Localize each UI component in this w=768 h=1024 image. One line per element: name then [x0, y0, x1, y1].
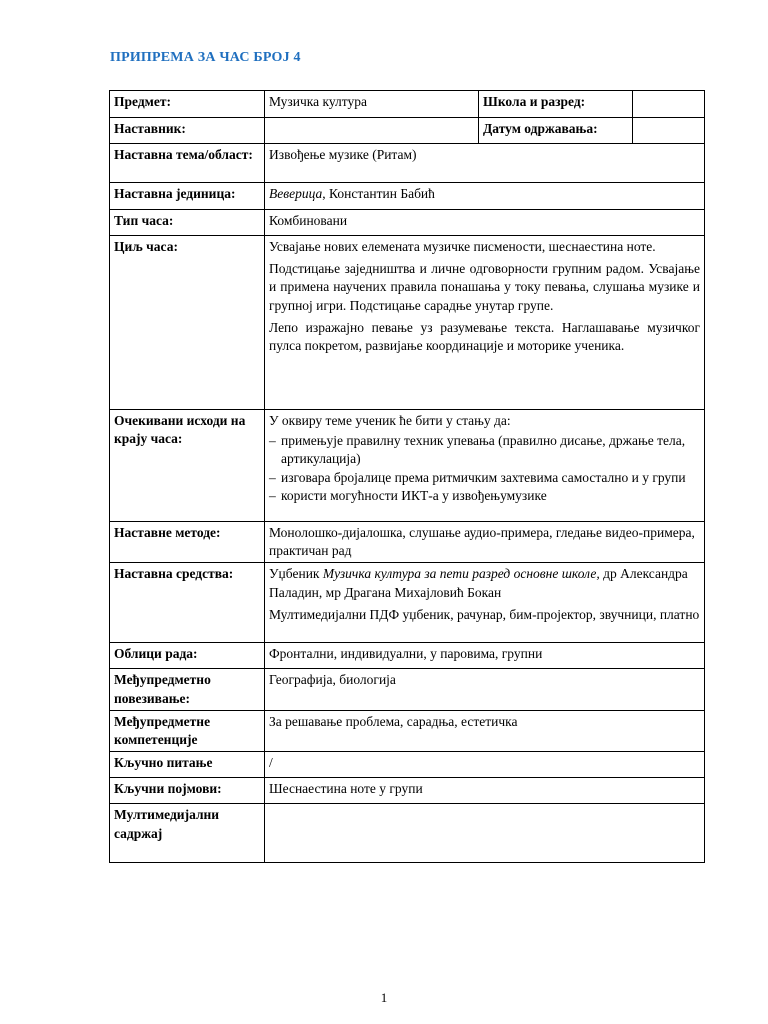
subject-label: Предмет:: [110, 91, 265, 118]
outcomes-list: [269, 432, 700, 505]
unit-song-title: Веверица: [269, 186, 323, 201]
subject-value: Музичка култура: [265, 91, 479, 118]
cross-curricular-label: Међупредметно повезивање:: [110, 669, 265, 710]
date-label: Датум одржавања:: [479, 118, 633, 144]
resources-textbook-prefix: Уџбеник: [269, 566, 323, 582]
row-resources: [110, 563, 705, 643]
unit-value: [265, 183, 705, 210]
cross-curricular-value: Географија, биологија: [265, 669, 705, 710]
methods-label: Наставне методе:: [110, 522, 265, 563]
resources-value: [265, 563, 705, 643]
methods-value: Монолошко-дијалошка, слушање аудио-примера, гледање видео-примера, практичан рад: [265, 522, 705, 563]
goal-label: Циљ часа:: [110, 236, 265, 410]
school-grade-value: [633, 91, 705, 118]
row-competencies: [110, 710, 705, 751]
resources-textbook-authors: др Александра Паладин, мр Драгана Михајловић Бокан: [269, 566, 688, 600]
row-topic: [110, 144, 705, 183]
resources-equipment: Мултимедијални ПДФ уџбеник, рачунар, бим-пројектор, звучници, платно: [269, 606, 700, 622]
document-title: ПРИПРЕМА ЗА ЧАС БРОЈ 4: [110, 50, 301, 65]
resources-textbook-title: Музичка култура за пети разред основне школе,: [322, 566, 600, 582]
unit-label: Наставна јединица:: [110, 183, 265, 210]
goal-paragraph: Подстицање заједништва и личне одговорности групним радом. Усвајање и примена научених правила понашања у току певања, слушања музике и групној игри. Подстицање сарадње унутар групе.: [269, 261, 700, 313]
row-unit: [110, 183, 705, 210]
resources-textbook: [269, 565, 700, 601]
row-teacher: [110, 118, 705, 144]
list-item: – изговара бројалице према ритмичким захтевима самостално и у групи: [269, 469, 700, 487]
topic-label: Наставна тема/област:: [110, 144, 265, 183]
key-question-label: Кључно питање: [110, 752, 265, 778]
key-question-value: /: [265, 752, 705, 778]
multimedia-label: Мултимедијални садржај: [110, 804, 265, 863]
school-grade-label: Школа и разред:: [479, 91, 633, 118]
lesson-type-label: Тип часа:: [110, 210, 265, 236]
unit-composer: , Константин Бабић: [322, 186, 435, 201]
row-subject: [110, 91, 705, 118]
key-terms-value: Шеснаестина ноте у групи: [265, 778, 705, 804]
goal-paragraph: Усвајање нових елемената музичке писмености, шеснаестина ноте.: [269, 239, 656, 254]
row-methods: [110, 522, 705, 563]
row-multimedia: [110, 804, 705, 863]
row-lesson-type: [110, 210, 705, 236]
row-key-question: [110, 752, 705, 778]
row-work-forms: [110, 643, 705, 669]
goal-paragraph: Лепо изражајно певање уз разумевање текста. Наглашавање музичког пулса покретом, развијање координације и моторике ученика.: [269, 319, 700, 354]
outcomes-intro: У оквиру теме ученик ће бити у стању да:: [269, 413, 511, 428]
list-item: – примењује правилну техник упевања (правилно дисање, држање тела, артикулација): [269, 432, 700, 468]
teacher-value: [265, 118, 479, 144]
row-key-terms: [110, 778, 705, 804]
resources-label: Наставна средства:: [110, 563, 265, 643]
competencies-label: Међупредметне компетенције: [110, 710, 265, 751]
work-forms-label: Облици рада:: [110, 643, 265, 669]
teacher-label: Наставник:: [110, 118, 265, 144]
competencies-value: За решавање проблема, сарадња, естетичка: [265, 710, 705, 751]
page-number: 1: [380, 990, 388, 1005]
date-value: [633, 118, 705, 144]
goal-value: [265, 236, 705, 410]
topic-value: Извођење музике (Ритам): [265, 144, 705, 183]
multimedia-value: [265, 804, 705, 863]
work-forms-value: Фронтални, индивидуални, у паровима, групни: [265, 643, 705, 669]
list-item: – користи могућности ИКТ-а у извођењумузике: [269, 487, 700, 505]
lesson-type-value: Комбиновани: [265, 210, 705, 236]
row-cross-curricular: [110, 669, 705, 710]
outcomes-label: Очекивани исходи на крају часа:: [110, 410, 265, 522]
row-goal: [110, 236, 705, 410]
lesson-plan-table: [109, 90, 705, 863]
outcomes-value: [265, 410, 705, 522]
row-outcomes: [110, 410, 705, 522]
key-terms-label: Кључни појмови:: [110, 778, 265, 804]
